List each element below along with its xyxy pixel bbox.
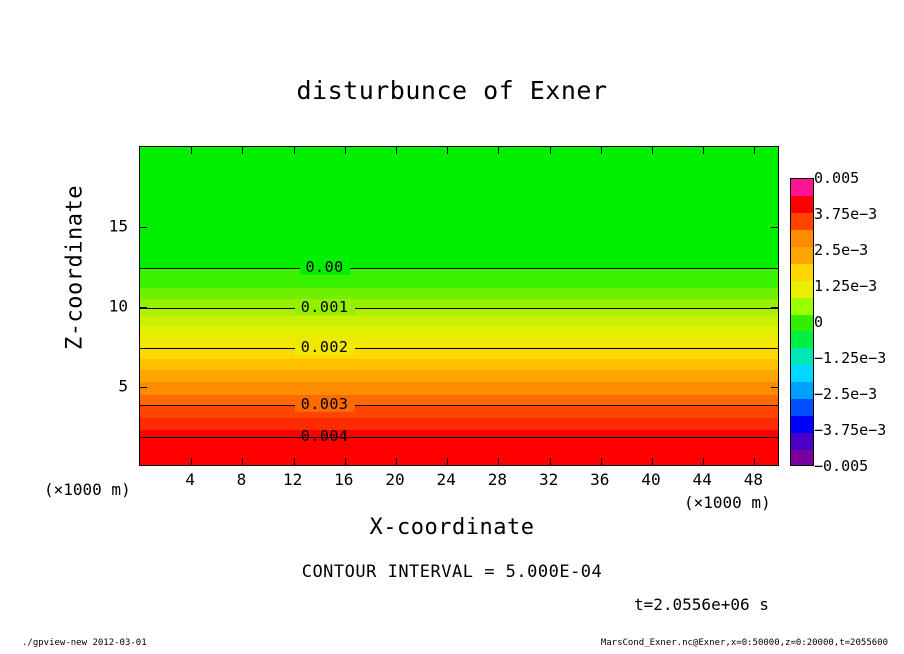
colorbar-segment (791, 416, 813, 433)
contour-band (140, 147, 778, 268)
colorbar-segment (791, 450, 813, 466)
contour-line (140, 308, 778, 309)
contour-band (140, 381, 778, 394)
colorbar-segment (791, 348, 813, 365)
y-tick-label: 15 (108, 216, 128, 236)
colorbar-tick-label: −1.25e−3 (814, 349, 887, 367)
x-tick-top (242, 147, 243, 154)
contour-band (140, 417, 778, 430)
y-tick-label: 10 (108, 296, 128, 316)
colorbar-segment (791, 433, 813, 450)
colorbar-tick-label: 0 (814, 313, 824, 331)
x-tick (191, 458, 192, 465)
contour-label: 0.004 (300, 427, 349, 446)
contour-label: 0.002 (300, 337, 349, 356)
x-tick-top (447, 147, 448, 154)
contour-label: 0.003 (300, 395, 349, 414)
x-tick-top (550, 147, 551, 154)
colorbar-segment (791, 298, 813, 315)
contour-band (140, 445, 778, 466)
contour-band (140, 369, 778, 382)
x-tick-label: 24 (436, 470, 456, 489)
colorbar-segment (791, 365, 813, 382)
x-axis-unit: (×1000 m) (684, 493, 771, 512)
x-tick-label: 40 (641, 470, 661, 489)
footer-left-text: ./gpview-new 2012-03-01 (22, 638, 147, 648)
contour-band (140, 394, 778, 406)
contour-band (140, 287, 778, 299)
x-tick (550, 458, 551, 465)
plot-area (139, 146, 779, 466)
x-tick-top (498, 147, 499, 154)
colorbar-segment (791, 331, 813, 348)
contour-band (140, 348, 778, 359)
x-tick (242, 458, 243, 465)
colorbar-segment (791, 230, 813, 247)
y-tick-right (771, 307, 778, 308)
contour-fill-layer (140, 147, 778, 465)
x-tick-label: 8 (236, 470, 247, 489)
contour-band (140, 405, 778, 418)
x-tick-label: 28 (487, 470, 508, 489)
contour-label: 0.001 (300, 297, 349, 316)
x-tick (652, 458, 653, 465)
x-tick-label: 32 (538, 470, 559, 489)
colorbar (790, 178, 814, 466)
x-tick-label: 4 (185, 470, 196, 489)
x-tick-top (396, 147, 397, 154)
x-tick (754, 458, 755, 465)
y-axis-unit: (×1000 m) (44, 480, 131, 499)
colorbar-tick-label: 2.5e−3 (814, 241, 869, 259)
x-tick (703, 458, 704, 465)
colorbar-segment (791, 399, 813, 416)
x-tick-top (652, 147, 653, 154)
contour-label: 0.00 (305, 257, 344, 276)
colorbar-tick-label: 3.75e−3 (814, 205, 878, 223)
y-tick-label: 5 (118, 376, 128, 396)
y-tick (140, 227, 147, 228)
colorbar-segment (791, 179, 813, 196)
contour-line (140, 268, 778, 269)
y-tick-right (771, 227, 778, 228)
colorbar-segment (791, 213, 813, 230)
x-tick-top (345, 147, 346, 154)
colorbar-tick-label: 0.005 (814, 169, 860, 187)
x-tick (498, 458, 499, 465)
y-tick-right (771, 387, 778, 388)
colorbar-segment (791, 281, 813, 298)
x-tick-top (191, 147, 192, 154)
chart-title: disturbunce of Exner (296, 76, 608, 105)
x-tick-label: 36 (590, 470, 610, 489)
colorbar-segment (791, 196, 813, 213)
colorbar-segment (791, 315, 813, 332)
contour-band (140, 325, 778, 337)
x-tick (601, 458, 602, 465)
time-annotation: t=2.0556e+06 s (634, 595, 769, 614)
colorbar-segment (791, 382, 813, 399)
x-tick-top (703, 147, 704, 154)
contour-band (140, 337, 778, 349)
y-tick (140, 387, 147, 388)
x-tick-label: 12 (282, 470, 303, 489)
contour-interval-text: CONTOUR INTERVAL = 5.000E-04 (301, 562, 603, 582)
contour-line (140, 348, 778, 349)
x-tick-label: 48 (743, 470, 764, 489)
contour-band (140, 358, 778, 370)
contour-line (140, 405, 778, 406)
colorbar-tick-label: 1.25e−3 (814, 277, 878, 295)
colorbar-tick-label: −3.75e−3 (814, 421, 887, 439)
x-tick-top (601, 147, 602, 154)
contour-band (140, 316, 778, 326)
x-tick-label: 16 (334, 470, 354, 489)
contour-band (140, 268, 778, 288)
x-tick (447, 458, 448, 465)
colorbar-tick-label: −0.005 (814, 457, 869, 475)
y-tick (140, 307, 147, 308)
footer-right-text: MarsCond_Exner.nc@Exner,x=0:50000,z=0:20000,t=2055600 (600, 638, 888, 648)
contour-band (140, 308, 778, 317)
contour-line (140, 437, 778, 438)
colorbar-tick-label: −2.5e−3 (814, 385, 878, 403)
colorbar-segment (791, 264, 813, 281)
y-axis-label: Z-coordinate (62, 185, 88, 350)
x-tick (396, 458, 397, 465)
x-tick (294, 458, 295, 465)
x-tick-top (754, 147, 755, 154)
x-tick-top (294, 147, 295, 154)
colorbar-segment (791, 247, 813, 264)
x-tick-label: 44 (692, 470, 712, 489)
x-axis-label: X-coordinate (369, 515, 535, 540)
x-tick-label: 20 (385, 470, 405, 489)
x-tick (345, 458, 346, 465)
